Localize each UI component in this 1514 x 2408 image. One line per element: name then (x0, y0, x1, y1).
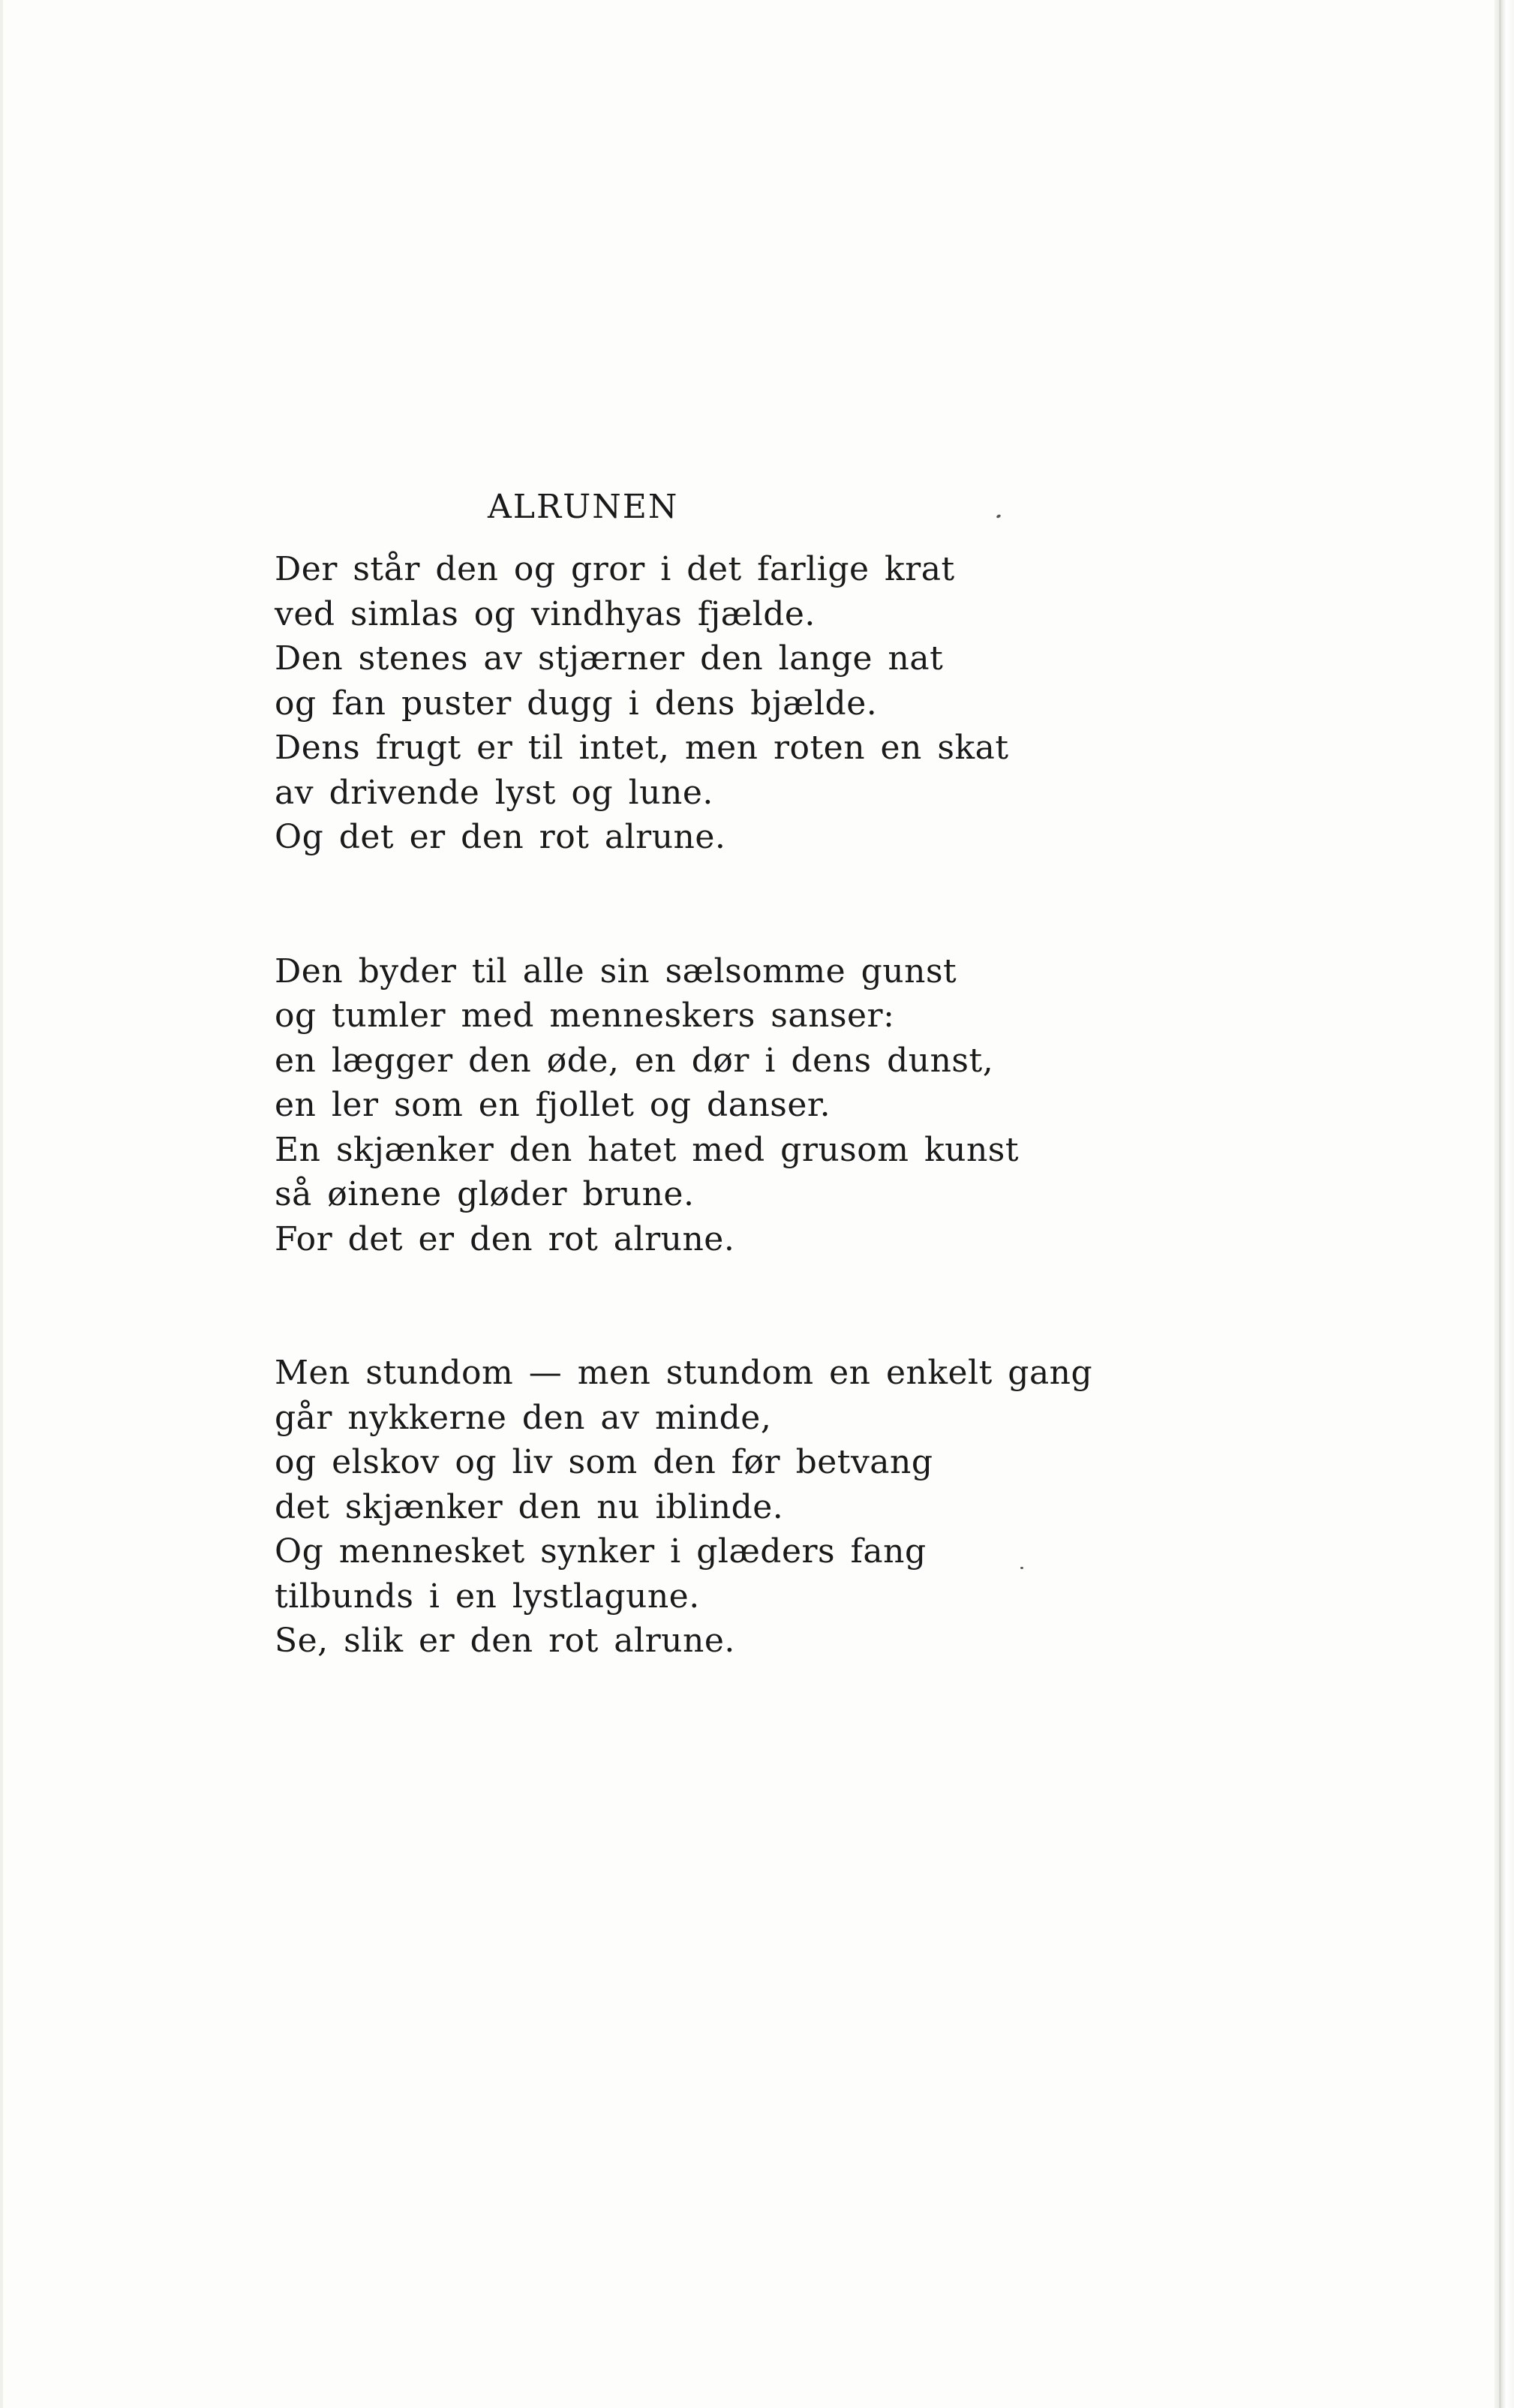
poem-line: av drivende lyst og lune. (275, 773, 713, 812)
poem-line: så øinene gløder brune. (275, 1175, 695, 1213)
poem-line: tilbunds i en lystlagune. (275, 1577, 700, 1616)
poem-line: Den byder til alle sin sælsomme gunst (275, 951, 957, 991)
page-edge-right (1494, 0, 1514, 2408)
poem-title: ALRUNEN (488, 488, 679, 526)
page-edge-left (0, 0, 3, 2408)
stanza-1 (275, 547, 1092, 860)
poem-line: en ler som en fjollet og danser. (275, 1086, 831, 1124)
stanza-3 (275, 1351, 1092, 1664)
poem-line: en lægger den øde, en dør i dens dunst, (275, 1041, 994, 1080)
poem-line: Og mennesket synker i glæders fang (275, 1532, 927, 1571)
poem-line: Der står den og gror i det farlige krat (275, 550, 955, 588)
poem-line: og elskov og liv som den før betvang (275, 1443, 933, 1481)
poem-line: For det er den rot alrune. (275, 1219, 735, 1258)
poem-body (275, 547, 1092, 1664)
poem-line: Se, slik er den rot alrune. (275, 1622, 735, 1660)
poem-line: ved simlas og vindhyas fjælde. (275, 594, 816, 633)
poem-line: det skjænker den nu iblinde. (275, 1487, 784, 1526)
poem-line: Og det er den rot alrune. (275, 818, 726, 856)
poem-line: Men stundom — men stundom en enkelt gang (275, 1354, 1093, 1392)
poem-line: og fan puster dugg i dens bjælde. (275, 684, 878, 723)
poem-line: Den stenes av stjærner den lange nat (275, 639, 944, 678)
poem-line: En skjænker den hatet med grusom kunst (275, 1130, 1020, 1169)
ink-speck (996, 514, 1001, 519)
poem-line: går nykkerne den av minde, (275, 1398, 772, 1437)
poem-line: Dens frugt er til intet, men roten en skat (275, 729, 1009, 767)
poem-line: og tumler med menneskers sanser: (275, 997, 895, 1035)
stanza-2 (275, 949, 1092, 1262)
